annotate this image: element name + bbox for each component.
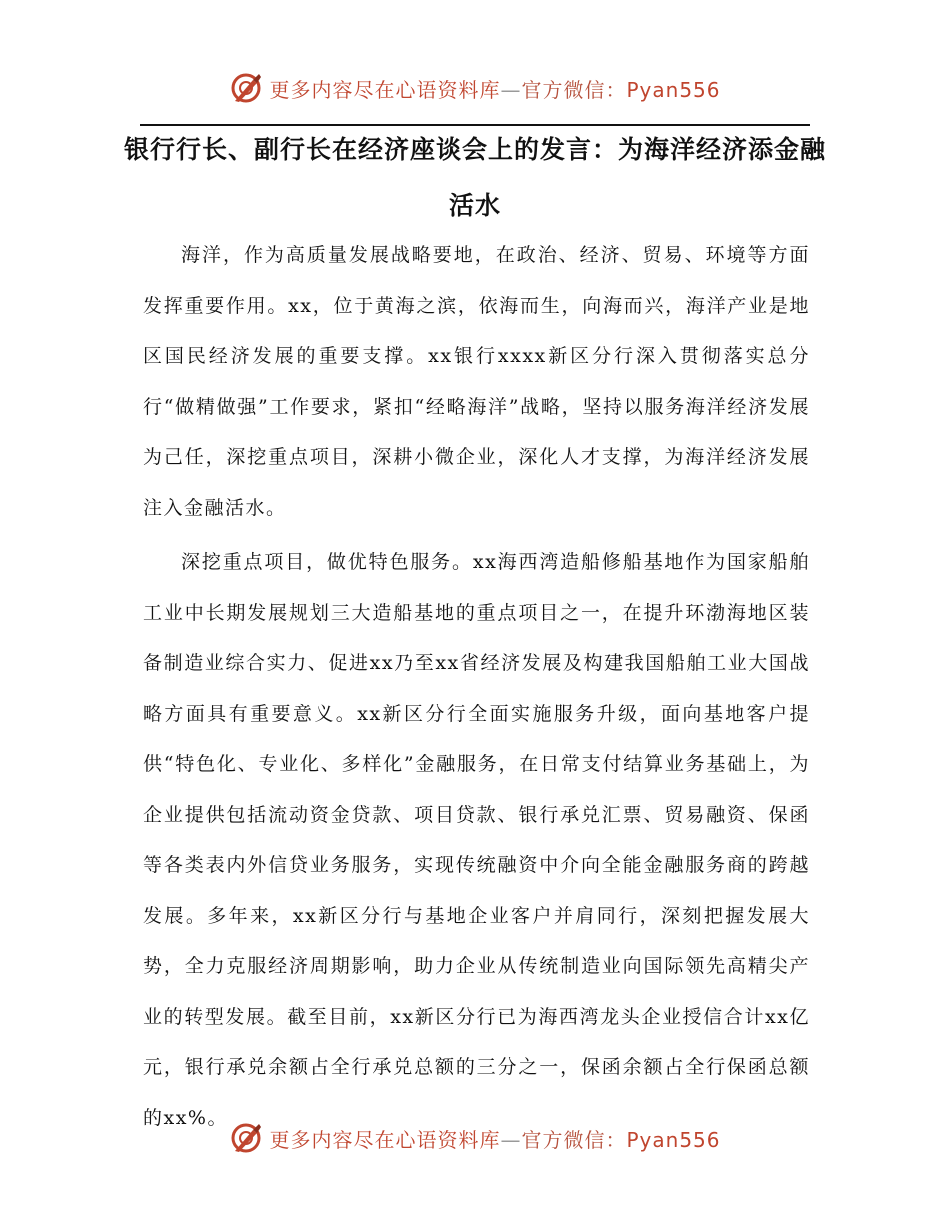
watermark-account: Pyan556 [626,1127,721,1152]
body-paragraph-1: 海洋，作为高质量发展战略要地，在政治、经济、贸易、环境等方面发挥重要作用。xx，位于黄海之滨，依海而生，向海而兴，海洋产业是地区国民经济发展的重要支撑。xx银行xxxx新区分行深入贯彻落实总分行“做精做强”工作要求，紧扣“经略海洋”战略，坚持以服务海洋经济发展为己任，深挖重点项目，深耕小微企业，深化人才支撑，为海洋经济发展注入金融活水。 [143,244,810,519]
watermark-brand: 更多内容尽在心语资料库 [269,77,501,102]
watermark-brand: 更多内容尽在心语资料库 [269,1127,501,1152]
watermark-text [269,74,720,103]
document-body [143,230,810,1147]
watermark-account: Pyan556 [626,77,721,102]
document-title: 银行行长、副行长在经济座谈会上的发言：为海洋经济添金融活水 [123,135,826,220]
watermark-official-label: 官方微信： [521,77,627,102]
pen-logo-icon [229,71,263,105]
pen-logo-icon [229,1121,263,1155]
footer-watermark [0,1118,950,1158]
watermark-official-label: 官方微信： [521,1127,627,1152]
body-paragraph-2: 深挖重点项目，做优特色服务。xx海西湾造船修船基地作为国家船舶工业中长期发展规划三大造船基地的重点项目之一，在提升环渤海地区装备制造业综合实力、促进xx乃至xx省经济发展及构建我国船舶工业大国战略方面具有重要意义。xx新区分行全面实施服务升级，面向基地客户提供“特色化、专业化、多样化”金融服务，在日常支付结算业务基础上，为企业提供包括流动资金贷款、项目贷款、银行承兑汇票、贸易融资、保函等各类表内外信贷业务服务，实现传统融资中介向全能金融服务商的跨越发展。多年来，xx新区分行与基地企业客户并肩同行，深刻把握发展大势，全力克服经济周期影响，助力企业从传统制造业向国际领先高精尖产业的转型发展。截至目前，xx新区分行已为海西湾龙头企业授信合计xx亿元，银行承兑余额占全行承兑总额的三分之一，保函余额占全行保函总额的xx%。 [143,551,810,1129]
watermark-separator: — [500,1127,522,1152]
watermark-text [269,1124,720,1153]
watermark-separator: — [500,77,522,102]
header-watermark [0,68,950,108]
